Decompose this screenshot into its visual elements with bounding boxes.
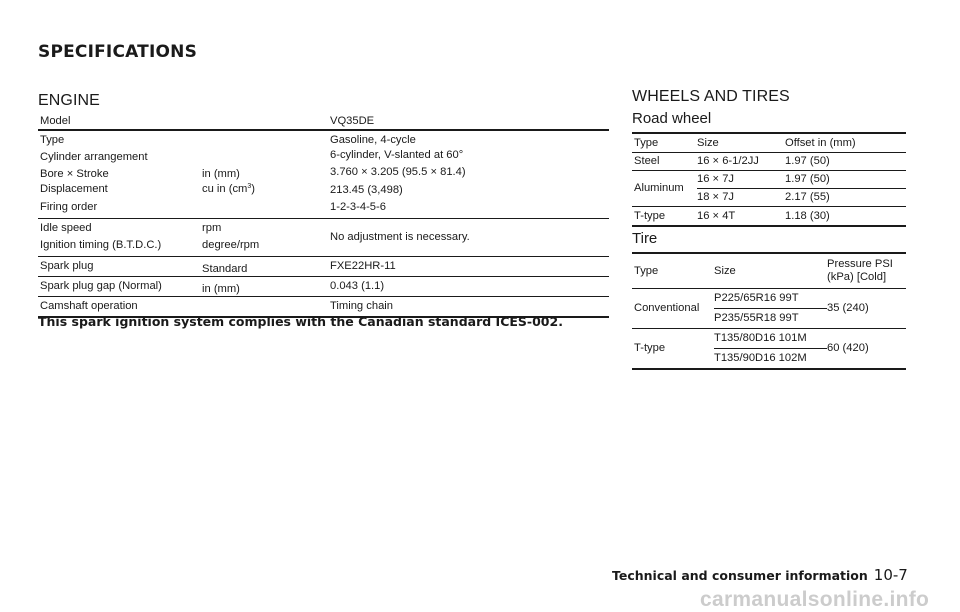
ttype-wheel-size: 16 × 4T [697,207,785,227]
bore-unit: in (mm) [202,168,240,180]
conventional-pressure: 35 (240) [827,289,906,329]
col-size: Size [697,133,785,153]
firing-value: 1-2-3-4-5-6 [330,197,609,219]
displacement-unit: cu in $(cm^3)$ [202,182,256,195]
model-label: Model [38,113,202,130]
ttype-tire-size-1: T135/80D16 101M [714,329,827,349]
ices-compliance-note: This spark ignition system complies with the Canadian standard ICES-002. [38,314,563,329]
conventional-label: Conventional [632,289,714,329]
conventional-size-1: P225/65R16 99T [714,289,827,309]
type-label: Type [40,134,65,146]
tire-table [632,252,906,370]
col-tire-pressure: Pressure PSI (kPa) [Cold] [827,253,906,289]
ttype-tire-label: T-type [632,329,714,370]
firing-label: Firing order [38,197,202,219]
idle-timing-value: No adjustment is necessary. [330,219,609,257]
aluminum-offset-1: 1.97 (50) [785,171,906,189]
ttype-wheel-offset: 1.18 (30) [785,207,906,227]
page-title: SPECIFICATIONS [38,42,198,62]
timing-label: Ignition timing (B.T.D.C.) [38,235,202,257]
road-wheel-title: Road wheel [632,110,712,127]
wheels-section-title: WHEELS AND TIRES [632,88,790,105]
gap-unit: in (mm) [202,277,330,297]
engine-section-title: ENGINE [38,92,100,109]
aluminum-size-1: 16 × 7J [697,171,785,189]
bore-label: Bore × Stroke [40,168,109,180]
steel-size: 16 × 6-1/2JJ [697,153,785,171]
watermark: carmanualsonline.info [700,588,930,611]
aluminum-label: Aluminum [632,171,697,207]
page-footer [612,565,908,584]
gap-label: Spark plug gap (Normal) [38,277,202,297]
gap-value: 0.043 (1.1) [330,277,609,297]
ttype-wheel-label: T-type [632,207,697,227]
steel-offset: 1.97 (50) [785,153,906,171]
tire-title: Tire [632,230,658,247]
page-number: 10-7 [873,566,908,584]
model-value: VQ35DE [330,113,609,130]
type-value: Gasoline, 4-cycle [330,134,416,146]
conventional-size-2: P235/55R18 99T [714,309,827,329]
camshaft-label: Camshaft operation [38,297,202,318]
spark-plug-value: FXE22HR-11 [330,257,609,277]
col-tire-type: Type [632,253,714,289]
aluminum-size-2: 18 × 7J [697,189,785,207]
cylinder-value: 6-cylinder, V-slanted at 60° [330,149,464,161]
aluminum-offset-2: 2.17 (55) [785,189,906,207]
col-tire-size: Size [714,253,827,289]
camshaft-value: Timing chain [330,297,609,318]
steel-label: Steel [632,153,697,171]
timing-unit: degree/rpm [202,235,330,257]
ttype-tire-size-2: T135/90D16 102M [714,349,827,370]
displacement-value: 213.45 (3,498) [330,184,403,196]
road-wheel-table [632,132,906,227]
cylinder-label: Cylinder arrangement [40,151,148,163]
engine-spec-table [38,113,609,318]
spark-plug-unit: Standard [202,257,330,277]
idle-label: Idle speed [40,222,92,234]
idle-unit: rpm [202,222,222,234]
spark-plug-label: Spark plug [38,257,202,277]
displacement-label: Displacement [40,182,108,195]
bore-value: 3.760 × 3.205 (95.5 × 81.4) [330,166,466,178]
col-type: Type [632,133,697,153]
footer-section-label: Technical and consumer information [612,568,868,583]
col-offset: Offset in (mm) [785,133,906,153]
ttype-tire-pressure: 60 (420) [827,329,906,370]
